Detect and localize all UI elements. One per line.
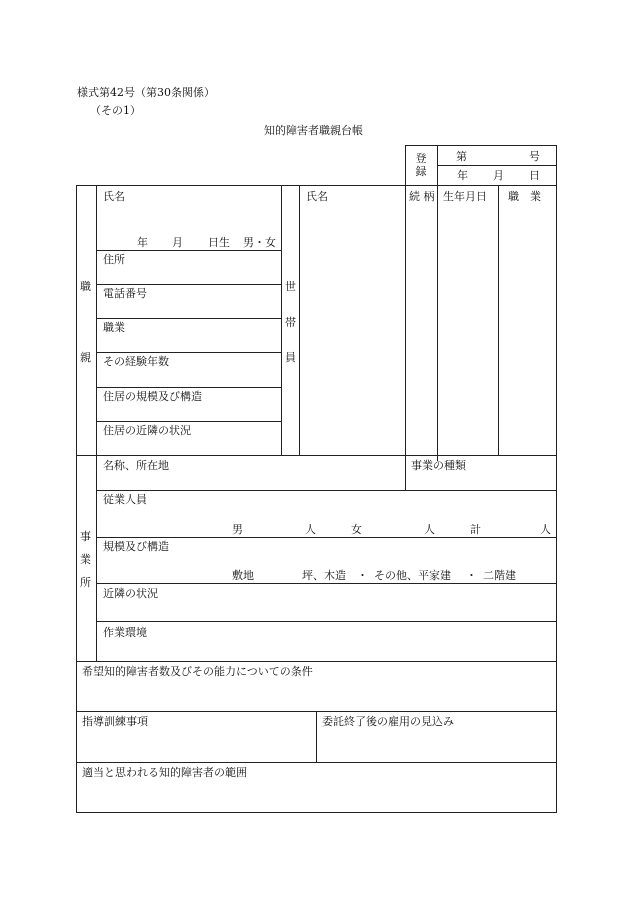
birth-day: 日生 (208, 236, 230, 249)
birth-month: 月 (172, 236, 183, 249)
household-label-2: 帯 (285, 316, 296, 329)
two-story: 二階建 (483, 569, 516, 582)
occupation-label: 職業 (103, 321, 125, 334)
employees-label: 従業人員 (103, 493, 147, 506)
household-label-3: 員 (285, 351, 296, 364)
employees-persons-1: 人 (305, 523, 316, 536)
employees-male: 男 (232, 523, 243, 536)
page-title: 知的障害者職親台帳 (264, 124, 363, 137)
other-one-story: その他、平家建 (374, 569, 451, 582)
suitable-range-label: 適当と思われる知的障害者の範囲 (82, 766, 247, 779)
business-name-location-label: 名称、所在地 (103, 459, 169, 472)
separator-dot-1: ・ (357, 569, 368, 582)
registration-no-prefix: 第 (456, 150, 467, 163)
household-label-1: 世 (285, 280, 296, 293)
separator-dot-2: ・ (466, 569, 477, 582)
business-label-2: 業 (80, 553, 91, 566)
house-neighborhood-label: 住居の近隣の状況 (103, 424, 191, 437)
scale-structure-label: 規模及び構造 (103, 540, 169, 553)
household-relation-header: 続 柄 (409, 190, 435, 203)
form-number: 様式第42号（第30条関係） (77, 86, 215, 99)
phone-label: 電話番号 (103, 287, 147, 300)
shokuoya-name-label: 氏名 (103, 190, 125, 203)
registration-year: 年 (457, 169, 468, 182)
birth-year: 年 (137, 236, 148, 249)
address-label: 住所 (103, 253, 125, 266)
desired-conditions-label: 希望知的障害者数及びその能力についての条件 (82, 665, 313, 678)
employees-persons-3: 人 (540, 523, 551, 536)
sex-options: 男・女 (243, 236, 276, 249)
registration-day: 日 (529, 169, 540, 182)
employees-persons-2: 人 (424, 523, 435, 536)
employees-female: 女 (351, 523, 362, 536)
shokuoya-label-2: 親 (80, 351, 91, 364)
registration-label: 登録 (415, 152, 427, 178)
employees-total: 計 (470, 523, 481, 536)
business-label-3: 所 (80, 576, 91, 589)
form-sub: （その1） (90, 104, 141, 117)
business-label-1: 事 (80, 530, 91, 543)
house-scale-label: 住居の規模及び構造 (103, 390, 202, 403)
registration-month: 月 (493, 169, 504, 182)
household-occupation-header: 職 業 (508, 190, 541, 203)
business-neighborhood-label: 近隣の状況 (103, 587, 158, 600)
household-birthdate-header: 生年月日 (443, 190, 487, 203)
registration-no-suffix: 号 (529, 150, 540, 163)
site-label: 敷地 (232, 569, 254, 582)
experience-label: その経験年数 (103, 355, 169, 368)
shokuoya-label-1: 職 (80, 280, 91, 293)
business-type-label: 事業の種類 (411, 459, 466, 472)
tsubo-wooden: 坪、木造 (302, 569, 346, 582)
guidance-label: 指導訓練事項 (82, 715, 148, 728)
employment-outlook-label: 委託終了後の雇用の見込み (322, 715, 454, 728)
household-name-header: 氏名 (306, 190, 328, 203)
work-environment-label: 作業環境 (103, 626, 147, 639)
